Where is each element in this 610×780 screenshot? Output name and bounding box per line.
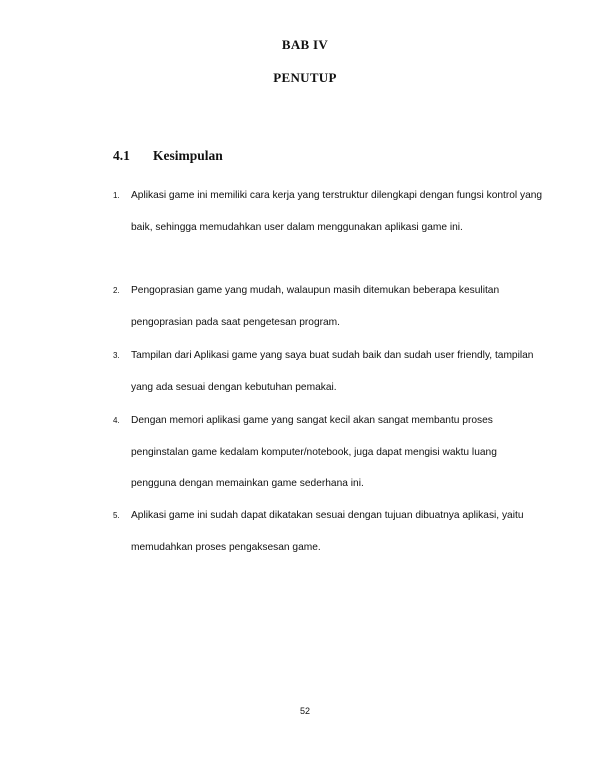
list-item-marker: 5. [113,511,120,520]
page-number: 52 [299,706,310,716]
section-title: Kesimpulan [153,148,223,163]
list-item-text: Aplikasi game ini sudah dapat dikatakan sesuai dengan tujuan dibuatnya aplikasi, yaitu memudahkan proses pengaksesan game. [131,510,524,553]
chapter-label: BAB IV [281,37,329,52]
list-item-marker: 4. [113,416,120,425]
section-number: 4.1 [113,148,130,163]
list-item-marker: 1. [113,191,120,200]
list-item-marker: 3. [113,351,120,360]
list-item-text: Tampilan dari Aplikasi game yang saya buat sudah baik dan sudah user friendly, tampilan yang ada sesuai dengan kebutuhan pemakai. [131,350,534,393]
list-item-text: Pengoprasian game yang mudah, walaupun masih ditemukan beberapa kesulitan pengoprasian pada saat pengetesan program. [131,285,500,328]
section-heading [113,148,223,164]
list-item-text: Dengan memori aplikasi game yang sangat kecil akan sangat membantu proses penginstalan game kedalam komputer/notebook, juga dapat mengisi waktu luang pengguna dengan memainkan game sederhana ini. [131,415,497,489]
list-item-text: Aplikasi game ini memiliki cara kerja yang terstruktur dilengkapi dengan fungsi kontrol yang baik, sehingga memudahkan user dalam menggunakan aplikasi game ini. [131,190,543,233]
chapter-title: PENUTUP [273,70,337,85]
list-item-marker: 2. [113,286,120,295]
